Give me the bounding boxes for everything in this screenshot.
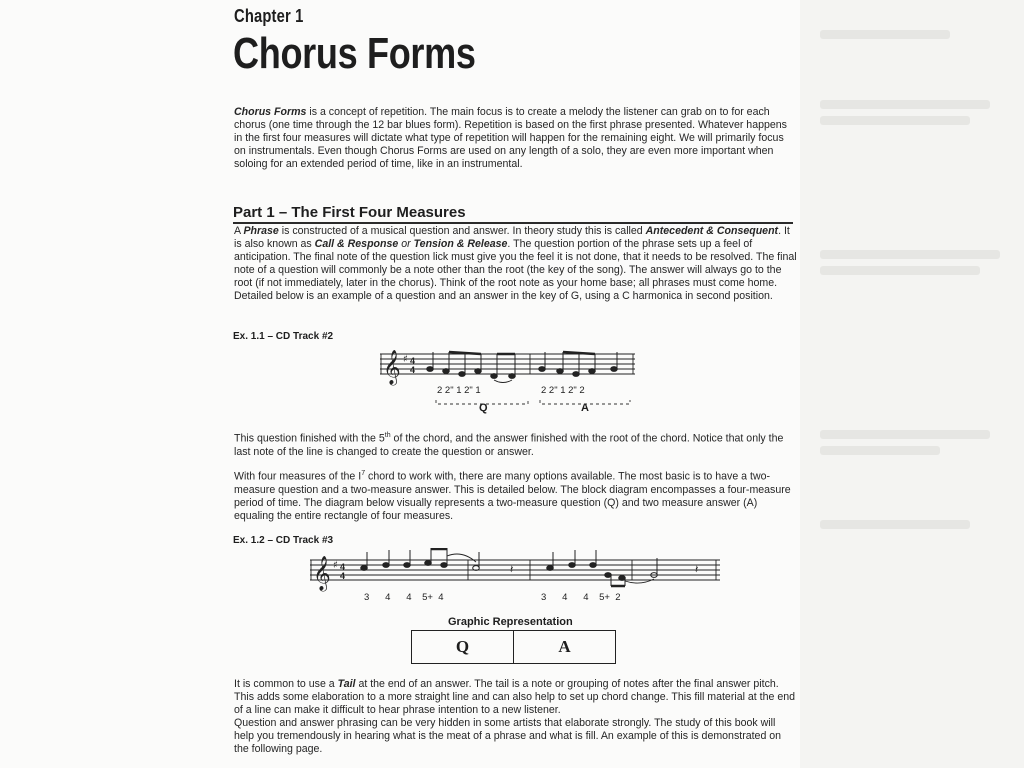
section-heading: Part 1 – The First Four Measures — [233, 204, 466, 221]
answer-hole-numbers: 2 2" 1 2" 2 — [541, 385, 585, 396]
bleed-line — [820, 30, 950, 39]
phrase-paragraph — [234, 225, 798, 303]
tail-paragraph — [234, 678, 798, 717]
text-run: . The question portion of the phrase sets up a feel of anticipation. The final note of the question lick must give you the feel it is not done, that it needs to be resolved. The final note of a question will commonly be a note other than the root (the key of the song). The answer will always go to the root (if not immediately, later in the chorus). Think of the root note as your home base; all phrases must come home. Detailed below is an example of a question and an answer in the key of G, using a C harmonica in second position. — [234, 238, 797, 302]
bleed-line — [820, 100, 990, 109]
diagram-answer-cell: A — [513, 631, 615, 663]
term-phrase: Phrase — [243, 225, 279, 237]
term-tail: Tail — [337, 678, 356, 690]
graphic-representation-title: Graphic Representation — [448, 616, 573, 628]
intro-term: Chorus Forms — [234, 106, 307, 118]
text-run: A — [234, 225, 244, 237]
note-head — [539, 367, 546, 372]
note-head — [569, 563, 576, 568]
example-2-label: Ex. 1.2 – CD Track #3 — [233, 535, 334, 546]
term-antecedent-consequent: Antecedent & Consequent — [645, 225, 779, 237]
text-run: chord to work with, there are many options available. The most basic is to have a two-measure question and a two-measure answer. This is detailed below. The block diagram encompasses a four-measure period of time. The diagram below visually represents a two-measure question (Q) and two measure answer (A) equaling the entire rectangle of four measures. — [234, 470, 791, 522]
term-call-response: Call & Response — [314, 238, 399, 250]
question-answer-diagram — [411, 630, 616, 664]
text-run: It is common to use a — [234, 678, 338, 690]
note-head — [589, 369, 596, 374]
text-run: at the end of an answer. The tail is a note or grouping of notes after the final answer pitch. This adds some elaboration to a more straight line and can also help to set up chord change. This fill material at the end of a line can make it difficult to hear phrase intention to a new listener. — [234, 678, 796, 716]
treble-clef-icon: 𝄞 — [383, 350, 401, 385]
text-run: This question finished with the 5 — [234, 432, 385, 445]
note-head — [491, 374, 498, 379]
chapter-label: Chapter 1 — [234, 6, 304, 26]
term-tension-release: Tension & Release — [413, 238, 508, 250]
note-head — [361, 566, 368, 571]
tie-mark — [494, 380, 512, 383]
note-head — [509, 374, 516, 379]
note-head — [443, 369, 450, 374]
quarter-rest-icon: 𝄽 — [510, 563, 514, 576]
note-head — [611, 367, 618, 372]
bleed-line — [820, 116, 970, 125]
example-1-label: Ex. 1.1 – CD Track #2 — [233, 331, 334, 342]
superscript: 7 — [361, 470, 366, 477]
example-1-staff — [380, 342, 650, 418]
example-2-staff — [310, 548, 730, 594]
example-2-hole-numbers-left: 3 4 4 5+ 4 — [364, 592, 444, 603]
superscript: th — [384, 432, 391, 439]
question-label: Q — [479, 402, 488, 414]
diagram-question-cell: Q — [455, 637, 470, 656]
note-head — [425, 561, 432, 566]
sharp-icon: ♯ — [333, 560, 338, 571]
note-head — [475, 369, 482, 374]
question-hole-numbers: 2 2" 1 2" 1 — [437, 385, 481, 396]
text-run: is constructed of a musical question and answer. In theory study this is called — [278, 225, 646, 237]
time-signature-bottom: 4 — [410, 365, 416, 375]
text-run: of the chord, and the answer finished with the root of the chord. Notice that only the last note of the line is changed to create the question or answer. — [234, 432, 784, 458]
tie-mark — [447, 554, 476, 562]
note-head — [459, 372, 466, 377]
bleed-line — [820, 520, 970, 529]
bleed-line — [820, 266, 980, 275]
facing-page-bleed — [800, 0, 1024, 768]
note-head — [547, 566, 554, 571]
hidden-phrasing-paragraph: Question and answer phrasing can be very hidden in some artists that elaborate strongly. The study of this book will help you tremendously in hearing what is the meat of a phrase and what is fill. An example of this is demonstrated on the following page. — [234, 717, 782, 755]
quarter-rest-icon: 𝄽 — [695, 563, 699, 576]
fifth-paragraph — [234, 429, 798, 459]
bleed-line — [820, 250, 1000, 259]
section-rule — [233, 222, 793, 224]
note-head — [427, 367, 434, 372]
note-head — [404, 563, 411, 568]
note-head — [557, 369, 564, 374]
text-run: With four measures of the I — [234, 470, 362, 483]
options-paragraph — [234, 467, 798, 523]
note-head — [590, 563, 597, 568]
note-head — [383, 563, 390, 568]
bleed-line — [820, 430, 990, 439]
note-head — [573, 372, 580, 377]
text-run: or — [398, 238, 414, 250]
example-2-hole-numbers-right: 3 4 4 5+ 2 — [541, 592, 621, 603]
time-signature-top: 4 — [410, 356, 416, 366]
treble-clef-icon: 𝄞 — [313, 556, 331, 591]
note-head — [619, 576, 626, 581]
bleed-line — [820, 446, 940, 455]
note-head — [441, 563, 448, 568]
time-signature-top: 4 — [340, 562, 346, 572]
answer-label: A — [581, 402, 589, 414]
time-signature-bottom: 4 — [340, 571, 346, 581]
sharp-icon: ♯ — [403, 354, 408, 365]
text-run: . It is also known as — [234, 225, 790, 250]
note-head — [605, 573, 612, 578]
intro-paragraph — [234, 106, 798, 171]
intro-text: is a concept of repetition. The main focus is to create a melody the listener can grab on to for each chorus (one time through the 12 bar blues form). Repetition is based on the first phrase presented. Whatever happens in the first four measures will dictate what type of repetition will happen for the remaining eight. We will primarily focus on instrumentals. Even though Chorus Forms are used on any length of a solo, they are even more important when soloing for an extended period of time, like in an instrumental. — [234, 106, 787, 170]
chapter-title: Chorus Forms — [233, 29, 476, 78]
